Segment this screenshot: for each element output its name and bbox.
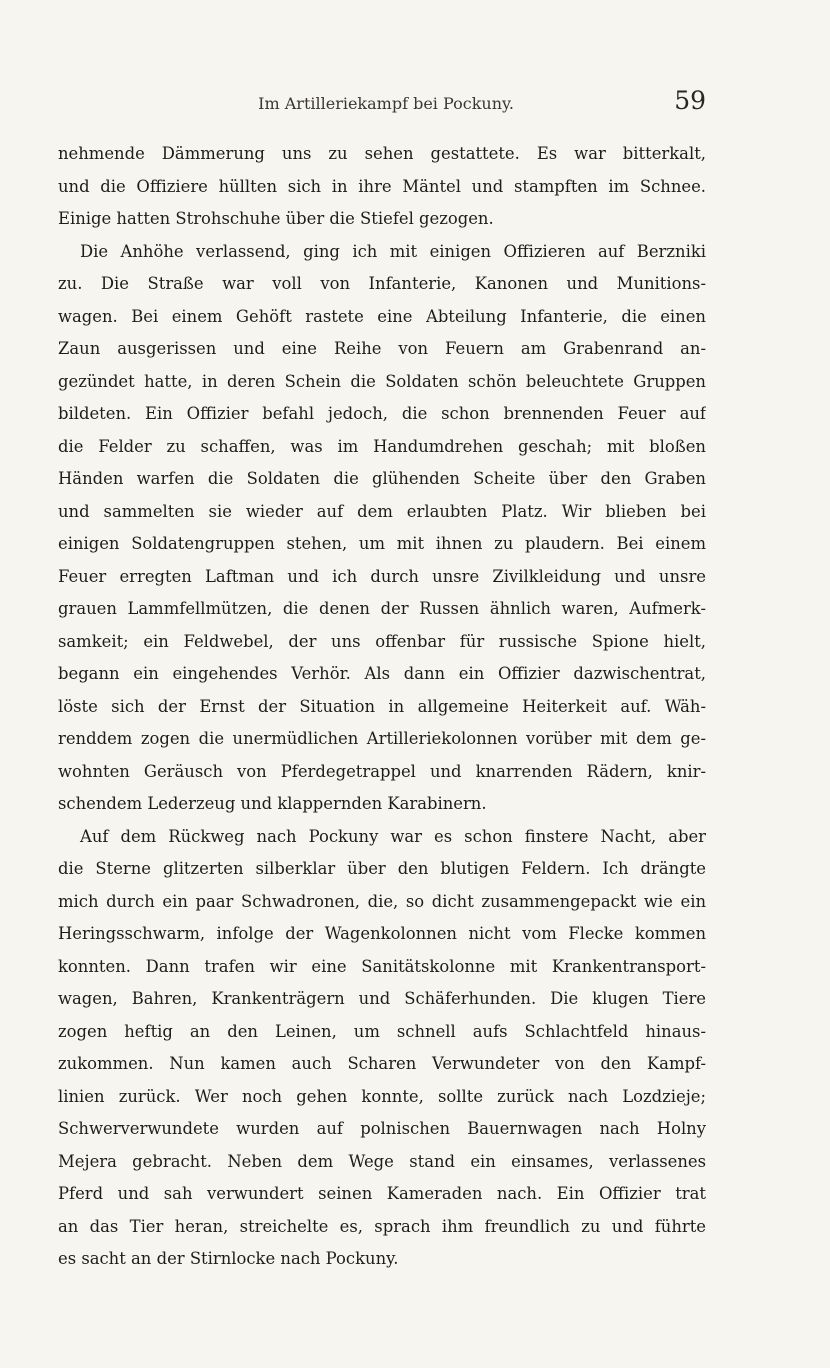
text-line: konnten. Dann trafen wir eine Sanitätskolonne mit Krankentransport- <box>58 956 706 976</box>
text-line: bildeten. Ein Offizier befahl jedoch, die schon brennenden Feuer auf <box>58 404 706 423</box>
text-line: Schwerverwundete wurden auf polnischen Bauernwagen nach Holny <box>58 1119 706 1138</box>
text-line: wagen, Bahren, Krankenträgern und Schäferhunden. Die klugen Tiere <box>58 989 706 1008</box>
text-line: schendem Lederzeug und klappernden Karabinern. <box>58 794 487 813</box>
text-line: linien zurück. Wer noch gehen konnte, sollte zurück nach Lozdzieje; <box>58 1086 706 1106</box>
text-line: zukommen. Nun kamen auch Scharen Verwundeter von den Kampf- <box>58 1054 706 1073</box>
text-line: renddem zogen die unermüdlichen Artilleriekolonnen vorüber mit dem ge- <box>58 729 706 748</box>
running-head <box>58 86 706 115</box>
text-line: nehmende Dämmerung uns zu sehen gestattete. Es war bitterkalt, <box>58 144 706 163</box>
text-line: Einige hatten Strohschuhe über die Stiefel gezogen. <box>58 209 494 228</box>
text-line: wohnten Geräusch von Pferdegetrappel und knarrenden Rädern, knir- <box>58 761 706 781</box>
text-line: Pferd und sah verwundert seinen Kameraden nach. Ein Offizier trat <box>58 1184 706 1203</box>
text-line: es sacht an der Stirnlocke nach Pockuny. <box>58 1249 399 1268</box>
text-line: an das Tier heran, streichelte es, sprach ihm freundlich zu und führte <box>58 1216 706 1236</box>
paragraph-start-line: Die Anhöhe verlassend, ging ich mit einigen Offizieren auf Berzniki <box>80 241 706 261</box>
text-line: wagen. Bei einem Gehöft rastete eine Abteilung Infanterie, die einen <box>58 306 706 326</box>
text-line: Feuer erregten Laftman und ich durch unsre Zivilkleidung und unsre <box>58 566 706 586</box>
text-line: samkeit; ein Feldwebel, der uns offenbar für russische Spione hielt, <box>58 631 706 651</box>
text-line: die Sterne glitzerten silberklar über den blutigen Feldern. Ich drängte <box>58 859 706 878</box>
text-line: grauen Lammfellmützen, die denen der Russen ähnlich waren, Aufmerk- <box>58 599 706 618</box>
text-line: und sammelten sie wieder auf dem erlaubten Platz. Wir blieben bei <box>58 501 706 521</box>
text-line: begann ein eingehendes Verhör. Als dann ein Offizier dazwischentrat, <box>58 664 706 683</box>
text-line: zogen heftig an den Leinen, um schnell aufs Schlachtfeld hinaus- <box>58 1021 706 1041</box>
text-line: Zaun ausgerissen und eine Reihe von Feuern am Grabenrand an- <box>58 339 706 358</box>
text-line: zu. Die Straße war voll von Infanterie, Kanonen und Munitions- <box>58 274 706 293</box>
text-line: Heringsschwarm, infolge der Wagenkolonnen nicht vom Flecke kommen <box>58 924 706 943</box>
page-number: 59 <box>674 86 706 115</box>
text-line: und die Offiziere hüllten sich in ihre Mäntel und stampften im Schnee. <box>58 176 706 196</box>
text-line: die Felder zu schaffen, was im Handumdrehen geschah; mit bloßen <box>58 436 706 456</box>
text-line: gezündet hatte, in deren Schein die Soldaten schön beleuchtete Gruppen <box>58 371 706 391</box>
paragraph-start-line: Auf dem Rückweg nach Pockuny war es schon finstere Nacht, aber <box>80 826 706 846</box>
text-line: Händen warfen die Soldaten die glühenden Scheite über den Graben <box>58 469 706 488</box>
text-line: mich durch ein paar Schwadronen, die, so dicht zusammengepackt wie ein <box>58 891 706 911</box>
body-text <box>58 138 706 1276</box>
running-head-title: Im Artilleriekampf bei Pockuny. <box>258 94 515 113</box>
text-line: einigen Soldatengruppen stehen, um mit ihnen zu plaudern. Bei einem <box>58 534 706 553</box>
text-line: löste sich der Ernst der Situation in allgemeine Heiterkeit auf. Wäh- <box>58 696 706 716</box>
text-line: Mejera gebracht. Neben dem Wege stand ein einsames, verlassenes <box>58 1151 706 1171</box>
